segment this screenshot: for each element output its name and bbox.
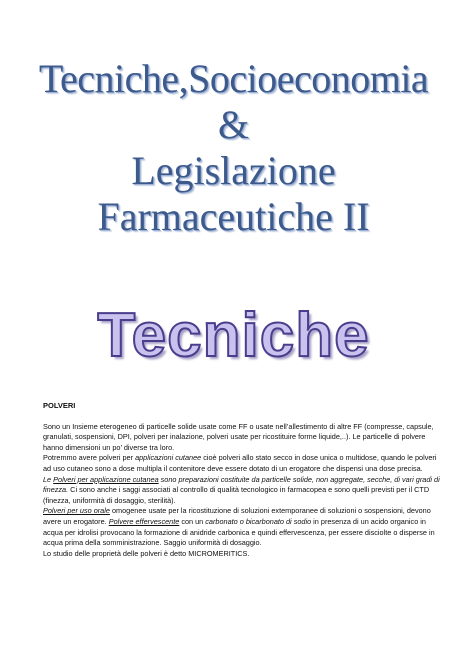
paragraph-3-text-a: Le [43, 474, 54, 484]
paragraph-3-term: Polveri per applicazione cutanea [53, 474, 159, 484]
document-title [0, 56, 467, 240]
paragraph-5-text: Lo studio delle proprietà delle polveri è detto MICROMERITICS. [43, 548, 250, 558]
paragraph-5 [43, 549, 443, 560]
content-heading: POLVERI [43, 401, 76, 410]
section-heading: Tecniche [97, 301, 370, 370]
paragraph-2 [43, 453, 443, 474]
paragraph-4-term-2: Polvere effervescente [108, 516, 180, 526]
paragraph-2-text-a: Potremmo avere polveri per [43, 453, 136, 463]
paragraph-1 [43, 422, 443, 454]
paragraph-3-definition: sono preparazioni costituite da particelle solide, non aggregate, secche, di vari gradi di finezza. [43, 474, 440, 495]
paragraph-4 [43, 506, 443, 548]
paragraph-2-text-c: cioè polveri allo stato secco in dose unica o multidose, quando le polveri ad uso cutaneo sono a dose multipla il contenitore deve essere dotato di un erogatore che dispensi una dose precisa. [43, 453, 437, 473]
paragraph-1-text: Sono un Insieme eterogeneo di particelle solide usate come FF o usate nell’allestimento di altre FF (compresse, capsule, granulati, sospensioni, DPI, polveri per inalazione, polveri usate per ricostituire forme liquide,..). Le particelle di polvere hanno dimensioni un po’ diverse tra loro. [43, 421, 434, 452]
paragraph-2-emphasis: applicazioni cutanee [135, 453, 202, 463]
title-line-4: Farmaceutiche II [97, 194, 370, 239]
paragraph-3 [43, 475, 443, 507]
paragraph-4-text-d: con un [179, 516, 206, 526]
paragraph-4-term: Polveri per uso orale [43, 506, 110, 516]
paragraph-3-text-d: Ci sono anche i saggi associati al controllo di qualità tecnologico in farmacopea e sono quelli previsti per il CTD (finezza, uniformità di dosaggio, sterilità). [43, 485, 430, 505]
paragraph-4-text-f: in presenza di un acido organico in acqua per idrolisi provocano la formazione di anidride carbonica e quindi effervescenza, per essere disciolte o disperse in acqua prima della somministrazione. Saggio uniformità di dosaggio. [43, 516, 435, 548]
paragraph-4-emphasis: carbonato o bicarbonato di sodio [205, 516, 312, 526]
title-line-2: & [217, 102, 250, 147]
paragraph-4-text-b: omogenee usate per la ricostituzione di soluzioni extemporanee di soluzioni o sospensioni, devono avere un erogatore. [43, 506, 431, 526]
title-line-3: Legislazione [131, 148, 336, 193]
title-line-1: Tecniche,Socioeconomia [38, 56, 429, 101]
document-body [43, 401, 443, 559]
